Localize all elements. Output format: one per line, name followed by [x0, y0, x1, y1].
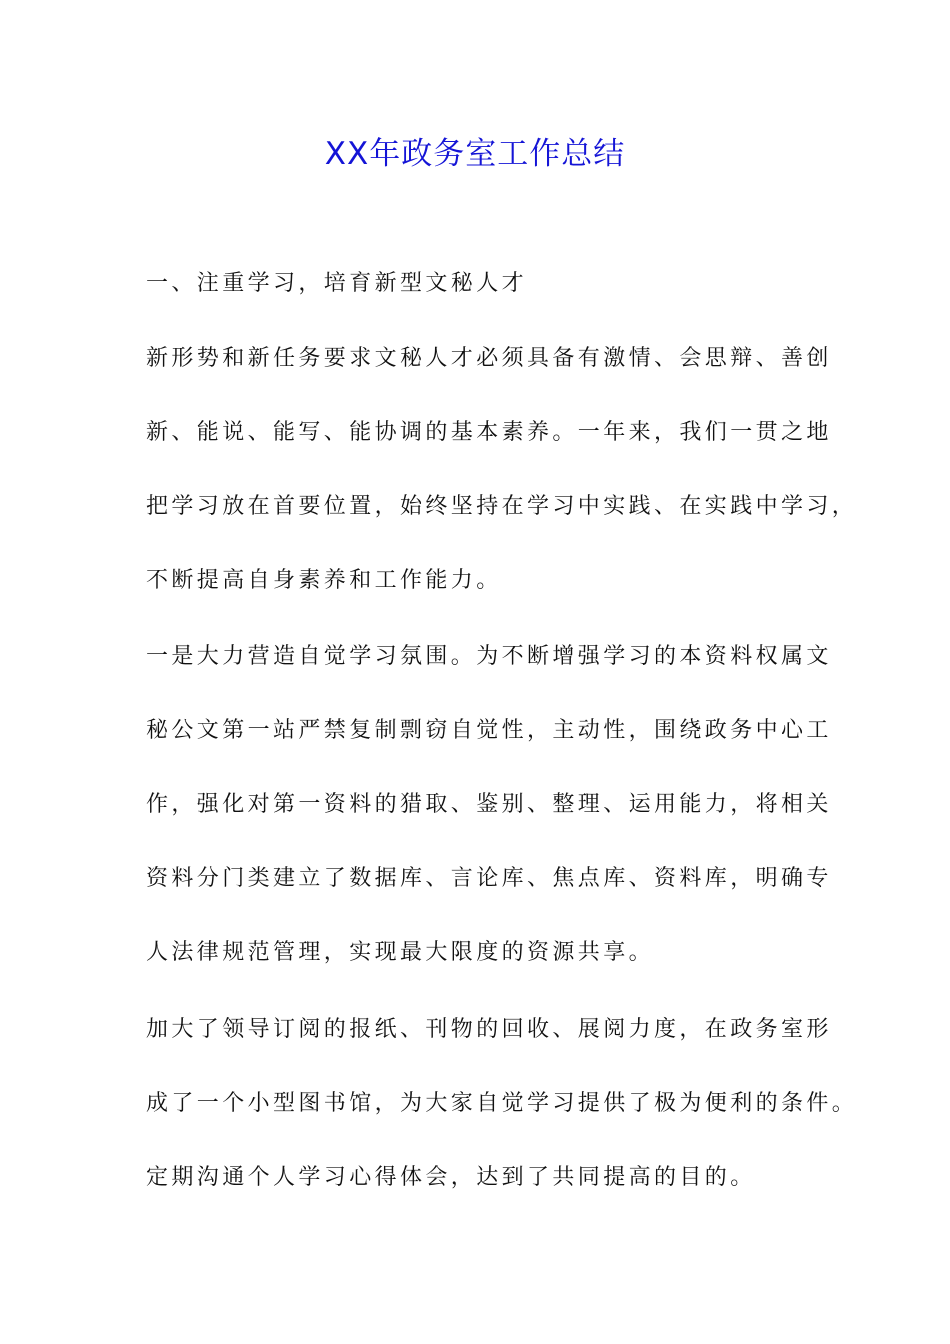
- paragraph-line: 一是大力营造自觉学习氛围。为不断增强学习的本资料权属文: [146, 644, 832, 669]
- paragraph-line: 定期沟通个人学习心得体会，达到了共同提高的目的。: [146, 1165, 756, 1190]
- section-heading: 一、注重学习，培育新型文秘人才: [146, 271, 528, 296]
- paragraph-line: 作，强化对第一资料的猎取、鉴别、整理、运用能力，将相关: [146, 792, 832, 817]
- document-title: XX年政务室工作总结: [324, 136, 626, 172]
- paragraph-line: 人法律规范管理，实现最大限度的资源共享。: [146, 940, 655, 965]
- paragraph-line: 新、能说、能写、能协调的基本素养。一年来，我们一贯之地: [146, 420, 832, 445]
- paragraph-line: 秘公文第一站严禁复制剽窃自觉性，主动性，围绕政务中心工: [146, 718, 832, 743]
- paragraph-line: 加大了领导订阅的报纸、刊物的回收、展阅力度，在政务室形: [146, 1017, 832, 1042]
- paragraph-line: 不断提高自身素养和工作能力。: [146, 568, 502, 593]
- paragraph-line: 成了一个小型图书馆，为大家自觉学习提供了极为便利的条件。: [146, 1091, 858, 1116]
- paragraph-line: 把学习放在首要位置，始终坚持在学习中实践、在实践中学习，: [146, 494, 858, 519]
- paragraph-line: 新形势和新任务要求文秘人才必须具备有激情、会思辩、善创: [146, 346, 832, 371]
- paragraph-line: 资料分门类建立了数据库、言论库、焦点库、资料库，明确专: [146, 866, 832, 891]
